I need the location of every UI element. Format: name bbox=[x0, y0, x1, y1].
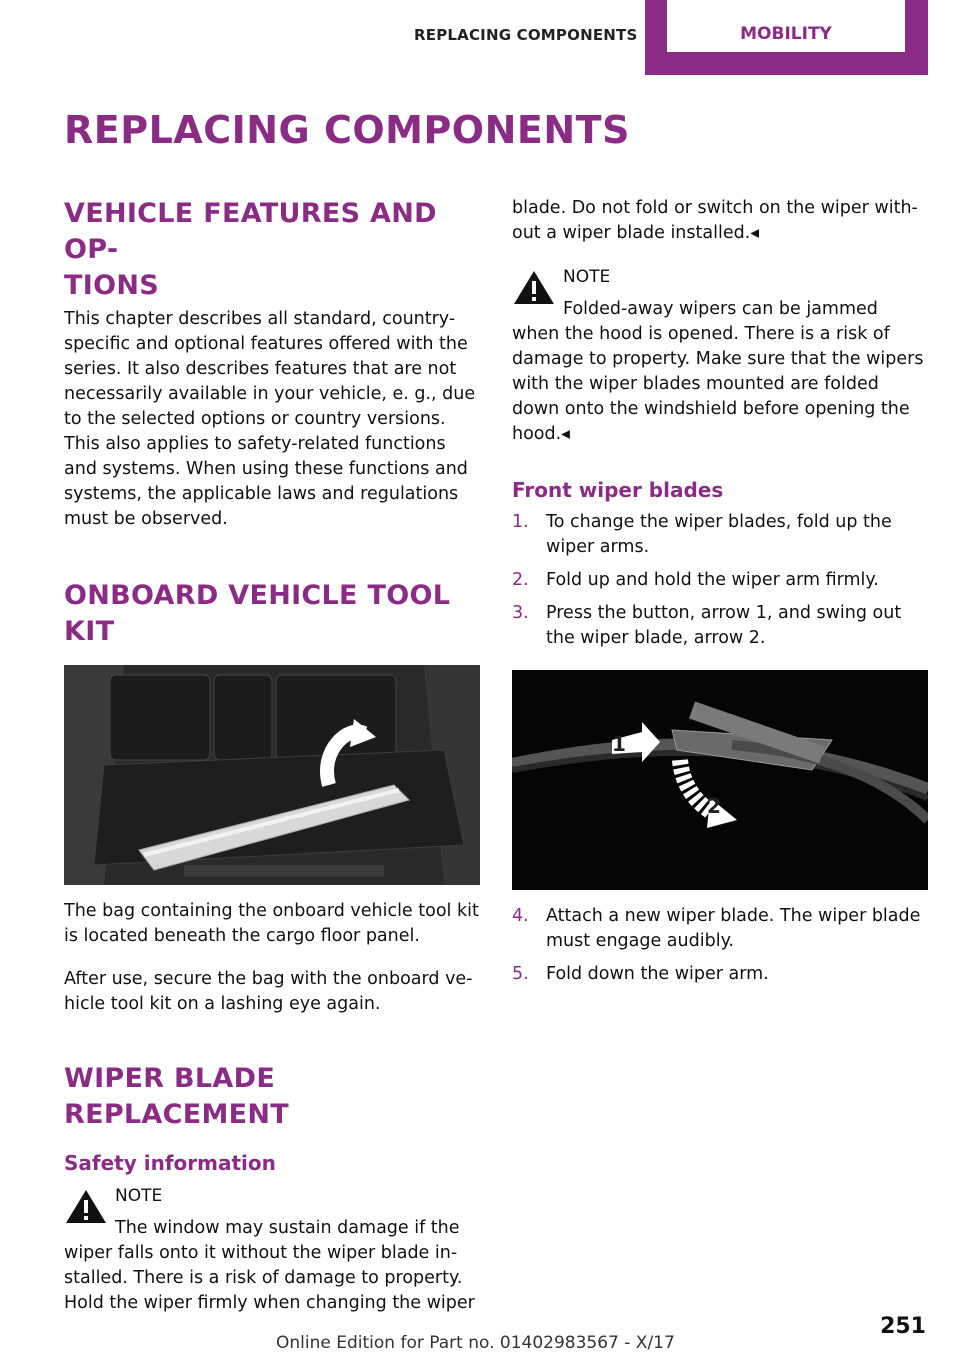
list-item bbox=[512, 601, 928, 651]
cargo-area-photo bbox=[64, 665, 480, 885]
step-text: Fold down the wiper arm. bbox=[546, 964, 769, 984]
step-number: 3. bbox=[512, 603, 529, 623]
note-wiper-damage bbox=[64, 1184, 480, 1316]
step-number: 5. bbox=[512, 964, 529, 984]
section-heading-tool-kit: ONBOARD VEHICLE TOOL KIT bbox=[64, 580, 451, 647]
note-continued-text: blade. Do not fold or switch on the wiper without a wiper blade installed.◂ bbox=[512, 198, 918, 243]
subheading-front-wiper-blades: Front wiper blades bbox=[512, 478, 724, 502]
note-text: Folded-away wipers can be jammed when the hood is opened. There is a risk of damage to property. Make sure that the wipers with the wiper blades mounted are folded down onto the windshield before opening the hood.◂ bbox=[512, 299, 924, 444]
footer-edition: Online Edition for Part no. 01402983567 - X/17 bbox=[276, 1333, 675, 1353]
subheading-safety-information: Safety information bbox=[64, 1151, 276, 1175]
list-item bbox=[512, 962, 928, 987]
warning-triangle-icon bbox=[512, 268, 556, 308]
warning-triangle-icon bbox=[64, 1187, 108, 1227]
wiper-blade-photo bbox=[512, 670, 928, 890]
step-text: Fold up and hold the wiper arm firmly. bbox=[546, 570, 879, 590]
step-text: Press the button, arrow 1, and swing out the wiper blade, arrow 2. bbox=[546, 603, 902, 648]
arrow-2-label: 2 bbox=[707, 794, 721, 818]
list-item bbox=[512, 510, 928, 560]
note-text: The window may sustain damage if the wiper falls onto it without the wiper blade installed. There is a risk of damage to property. Hold the wiper firmly when changing the wiper bbox=[64, 1218, 475, 1313]
note-label: NOTE bbox=[563, 267, 611, 287]
page-title: REPLACING COMPONENTS bbox=[64, 108, 630, 152]
left-column bbox=[64, 196, 480, 1316]
right-column bbox=[512, 196, 928, 995]
tool-kit-para-1: The bag containing the onboard vehicle tool kit is located beneath the cargo floor panel. bbox=[64, 901, 479, 946]
heading-line-2: TIONS bbox=[64, 270, 159, 301]
running-header-section: REPLACING COMPONENTS bbox=[414, 26, 638, 44]
step-text: Attach a new wiper blade. The wiper blade must engage audibly. bbox=[546, 906, 921, 951]
wiper-steps-list-continued bbox=[512, 904, 928, 987]
list-item bbox=[512, 568, 928, 593]
section-heading-vehicle-features bbox=[64, 196, 480, 304]
heading-line-1: VEHICLE FEATURES AND OP- bbox=[64, 198, 437, 265]
vehicle-features-body: This chapter describes all standard, country-specific and optional features offered with the series. It also describes features that are not necessarily available in your vehicle, e. g., due to the selected options or country versions. This also applies to safety-related functions and systems. When using these functions and systems, the applicable laws and regulations must be observed. bbox=[64, 309, 476, 529]
chapter-tab bbox=[645, 0, 928, 75]
wiper-steps-list bbox=[512, 510, 928, 651]
arrow-1-label: 1 bbox=[612, 732, 626, 756]
step-text: To change the wiper blades, fold up the wiper arms. bbox=[546, 512, 892, 557]
step-number: 1. bbox=[512, 512, 529, 532]
page-number: 251 bbox=[880, 1314, 926, 1339]
note-label: NOTE bbox=[115, 1186, 163, 1206]
chapter-tab-label: MOBILITY bbox=[667, 0, 905, 52]
list-item bbox=[512, 904, 928, 954]
step-number: 4. bbox=[512, 906, 529, 926]
step-number: 2. bbox=[512, 570, 529, 590]
section-heading-wiper: WIPER BLADE REPLACEMENT bbox=[64, 1063, 290, 1130]
note-hood-jam bbox=[512, 265, 928, 447]
tool-kit-para-2: After use, secure the bag with the onboard vehicle tool kit on a lashing eye again. bbox=[64, 969, 473, 1014]
